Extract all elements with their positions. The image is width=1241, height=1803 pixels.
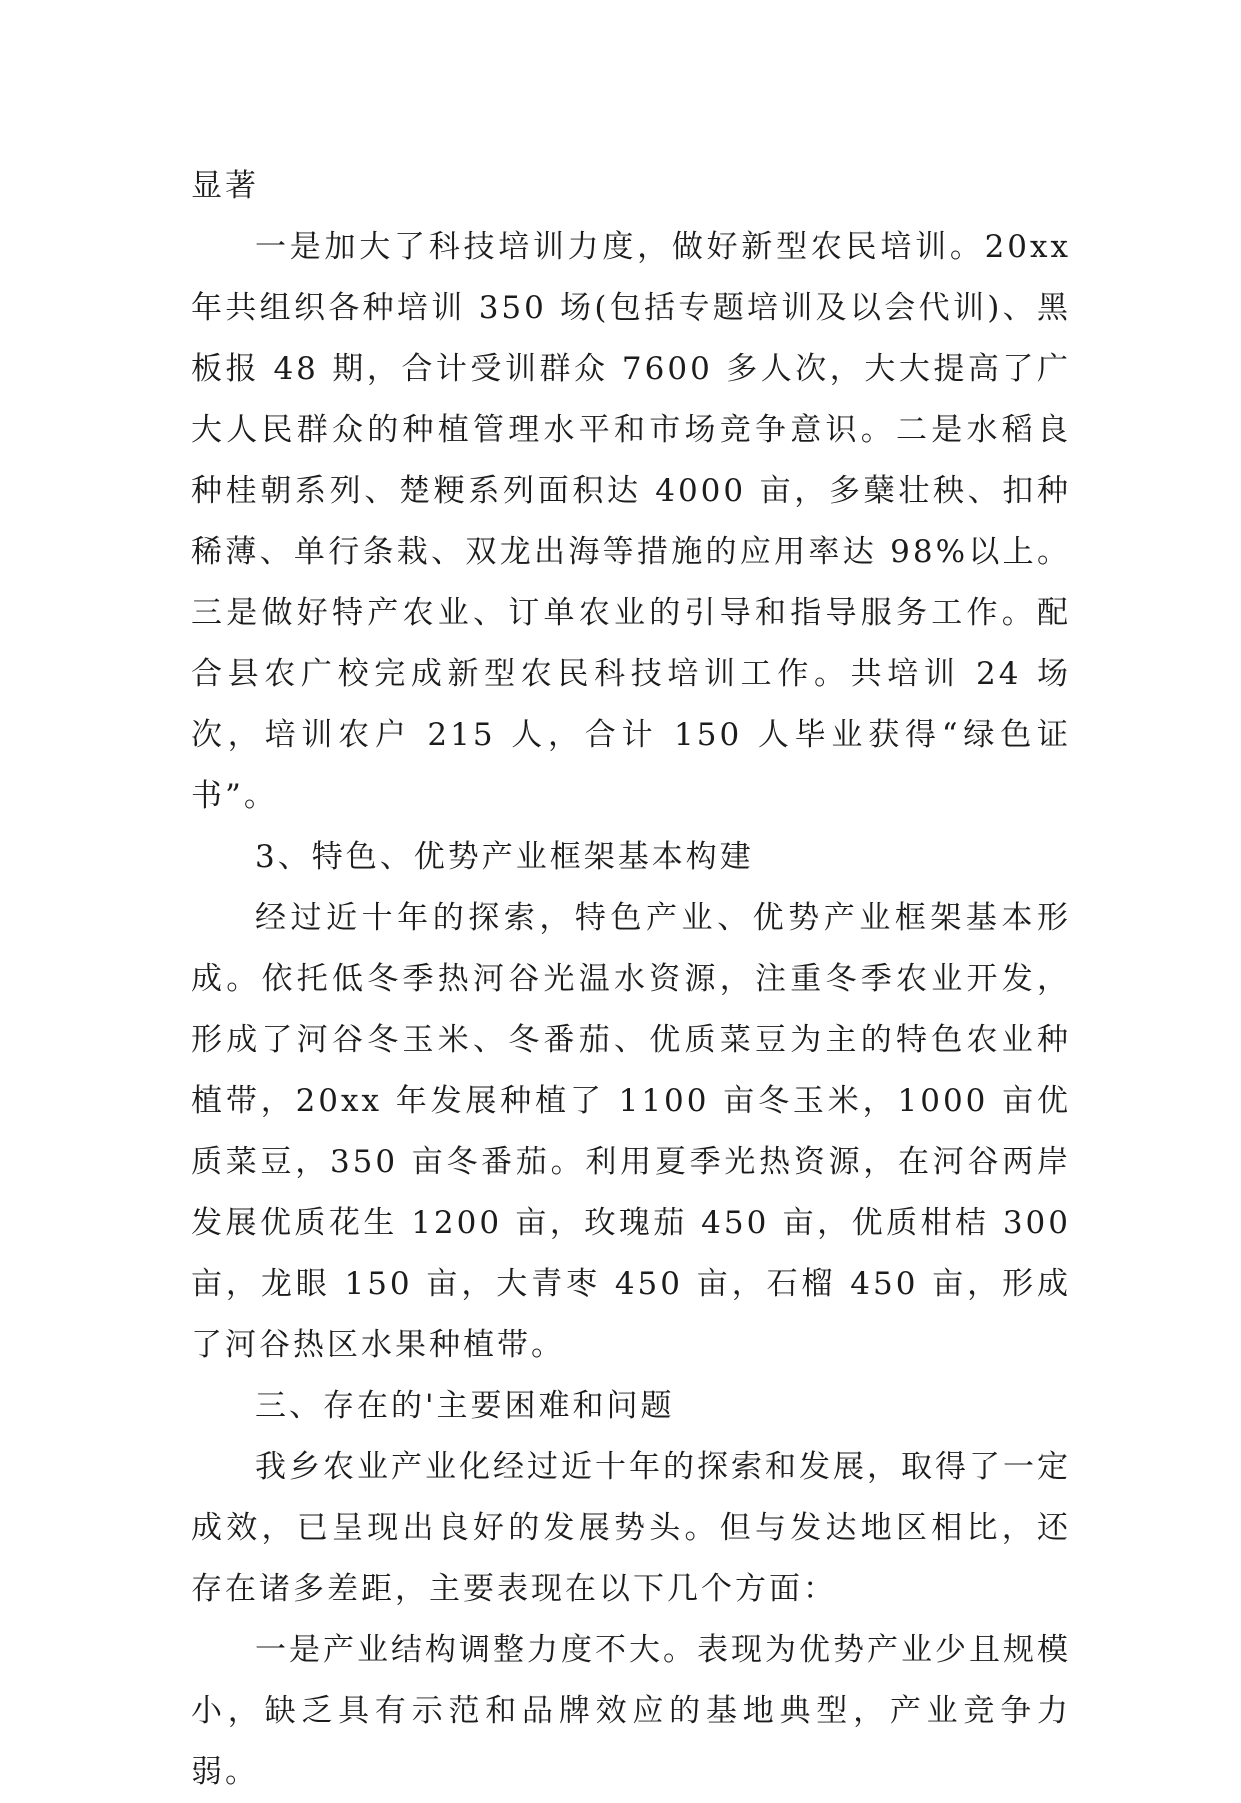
paragraph-featured-industry: 经过近十年的探索，特色产业、优势产业框架基本形成。依托低冬季热河谷光温水资源，注重冬季农业开发，形成了河谷冬玉米、冬番茄、优质菜豆为主的特色农业种植带，20xx 年发展种植了 1100 亩冬玉米，1000 亩优质菜豆，350 亩冬番茄。利用夏季光热资源，在河谷两岸发展优质花生 1200 亩，玫瑰茄 450 亩，优质柑桔 300 亩，龙眼 150 亩，大青枣 450 亩，石榴 450 亩，形成了河谷热区水果种植带。: [191, 900, 1071, 1363]
document-body: [191, 156, 1071, 1803]
paragraph-problems-intro: 我乡农业产业化经过近十年的探索和发展，取得了一定成效，已呈现出良好的发展势头。但与发达地区相比，还存在诸多差距，主要表现在以下几个方面：: [191, 1449, 1071, 1607]
paragraph-problem-one: 一是产业结构调整力度不大。表现为优势产业少且规模小，缺乏具有示范和品牌效应的基地典型，产业竞争力弱。: [191, 1632, 1071, 1790]
section-heading-featured-industry: 3、特色、优势产业框架基本构建: [255, 839, 754, 875]
paragraph-training: 一是加大了科技培训力度，做好新型农民培训。20xx 年共组织各种培训 350 场(包括专题培训及以会代训)、黑板报 48 期，合计受训群众 7600 多人次，大大提高了广大人民群众的种植管理水平和市场竞争意识。二是水稻良种桂朝系列、楚粳系列面积达 4000 亩，多蘖壮秧、扣种稀薄、单行条栽、双龙出海等措施的应用率达 98%以上。三是做好特产农业、订单农业的引导和指导服务工作。配合县农广校完成新型农民科技培训工作。共培训 24 场次，培训农户 215 人，合计 150 人毕业获得“绿色证书”。: [191, 229, 1071, 814]
paragraph-continuation: 显著: [191, 168, 259, 204]
section-heading-problems: 三、存在的'主要困难和问题: [255, 1388, 675, 1424]
